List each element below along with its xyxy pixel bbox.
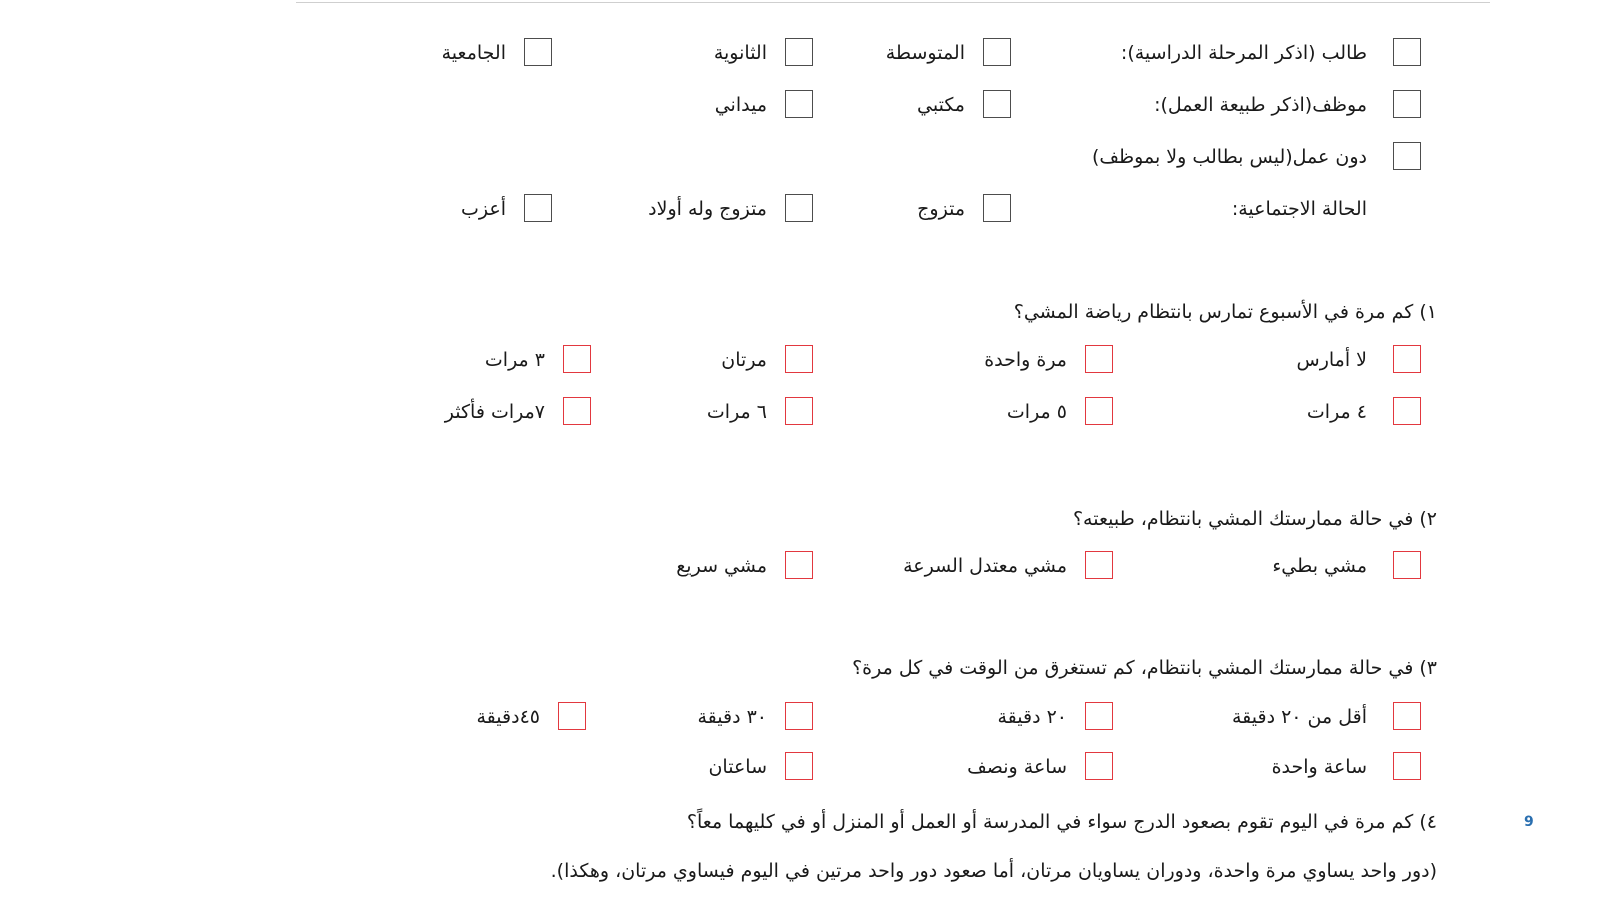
married-with-children-label: متزوج وله أولاد: [648, 198, 767, 220]
q3-option-label: ساعة ونصف: [967, 756, 1067, 778]
middle-school-checkbox[interactable]: [983, 38, 1011, 66]
q3-option-label: ٢٠ دقيقة: [997, 706, 1067, 728]
unemployed-checkbox[interactable]: [1393, 142, 1421, 170]
q2-option-checkbox[interactable]: [785, 551, 813, 579]
q3-option-checkbox[interactable]: [785, 752, 813, 780]
question-2-text: ٢) في حالة ممارستك المشي بانتظام، طبيعته؟: [1072, 508, 1437, 530]
question-4-text: ٤) كم مرة في اليوم تقوم بصعود الدرج سواء في المدرسة أو العمل أو المنزل أو في كليهما معاً؟: [686, 811, 1437, 833]
q2-option-checkbox[interactable]: [1393, 551, 1421, 579]
office-work-label: مكتبي: [917, 94, 965, 116]
q1-option-label: ٥ مرات: [1006, 401, 1067, 423]
q1-option-checkbox[interactable]: [1393, 345, 1421, 373]
q3-option-checkbox[interactable]: [1085, 752, 1113, 780]
q3-option-label: ٣٠ دقيقة: [697, 706, 767, 728]
q2-option-label: مشي بطيء: [1272, 555, 1367, 577]
q1-option-checkbox[interactable]: [1393, 397, 1421, 425]
marital-label: الحالة الاجتماعية:: [1231, 198, 1367, 220]
office-work-checkbox[interactable]: [983, 90, 1011, 118]
q3-option-label: ساعتان: [708, 756, 767, 778]
employee-label: موظف(اذكر طبيعة العمل):: [1154, 94, 1367, 116]
single-checkbox[interactable]: [524, 194, 552, 222]
student-label: طالب (اذكر المرحلة الدراسية):: [1120, 42, 1367, 64]
q3-option-checkbox[interactable]: [1393, 702, 1421, 730]
married-label: متزوج: [917, 198, 965, 220]
middle-school-label: المتوسطة: [885, 42, 965, 64]
q1-option-checkbox[interactable]: [1085, 345, 1113, 373]
question-3-text: ٣) في حالة ممارستك المشي بانتظام، كم تستغرق من الوقت في كل مرة؟: [852, 657, 1437, 679]
employee-checkbox[interactable]: [1393, 90, 1421, 118]
q1-option-label: مرة واحدة: [984, 349, 1067, 371]
married-checkbox[interactable]: [983, 194, 1011, 222]
q3-option-label: أقل من ٢٠ دقيقة: [1231, 706, 1367, 728]
q3-option-checkbox[interactable]: [785, 702, 813, 730]
field-work-checkbox[interactable]: [785, 90, 813, 118]
q3-option-label: ساعة واحدة: [1271, 756, 1367, 778]
q1-option-checkbox[interactable]: [563, 397, 591, 425]
q2-option-label: مشي معتدل السرعة: [903, 555, 1067, 577]
unemployed-label: دون عمل(ليس بطالب ولا بموظف): [1091, 146, 1367, 168]
q1-option-checkbox[interactable]: [785, 345, 813, 373]
high-school-label: الثانوية: [713, 42, 767, 64]
q2-option-checkbox[interactable]: [1085, 551, 1113, 579]
q1-option-label: ٤ مرات: [1306, 401, 1367, 423]
q2-option-label: مشي سريع: [676, 555, 767, 577]
q1-option-label: ٦ مرات: [706, 401, 767, 423]
single-label: أعزب: [461, 198, 506, 220]
page-number: 9: [1524, 814, 1534, 830]
question-4-note: (دور واحد يساوي مرة واحدة، ودوران يساويان مرتان، أما صعود دور واحد مرتين في اليوم فيساوي مرتان، وهكذا).: [550, 860, 1437, 882]
q1-option-checkbox[interactable]: [1085, 397, 1113, 425]
married-with-children-checkbox[interactable]: [785, 194, 813, 222]
q1-option-label: ٧مرات فأكثر: [444, 401, 545, 423]
university-checkbox[interactable]: [524, 38, 552, 66]
field-work-label: ميداني: [714, 94, 767, 116]
q1-option-checkbox[interactable]: [785, 397, 813, 425]
q1-option-label: مرتان: [721, 349, 767, 371]
high-school-checkbox[interactable]: [785, 38, 813, 66]
q1-option-checkbox[interactable]: [563, 345, 591, 373]
university-label: الجامعية: [441, 42, 506, 64]
q1-option-label: ٣ مرات: [484, 349, 545, 371]
q3-option-checkbox[interactable]: [1393, 752, 1421, 780]
top-divider: [296, 2, 1490, 3]
q1-option-label: لا أمارس: [1296, 349, 1367, 371]
q3-option-checkbox[interactable]: [1085, 702, 1113, 730]
q3-option-label: ٤٥دقيقة: [476, 706, 540, 728]
question-1-text: ١) كم مرة في الأسبوع تمارس بانتظام رياضة المشي؟: [1013, 301, 1437, 323]
q3-option-checkbox[interactable]: [558, 702, 586, 730]
student-checkbox[interactable]: [1393, 38, 1421, 66]
